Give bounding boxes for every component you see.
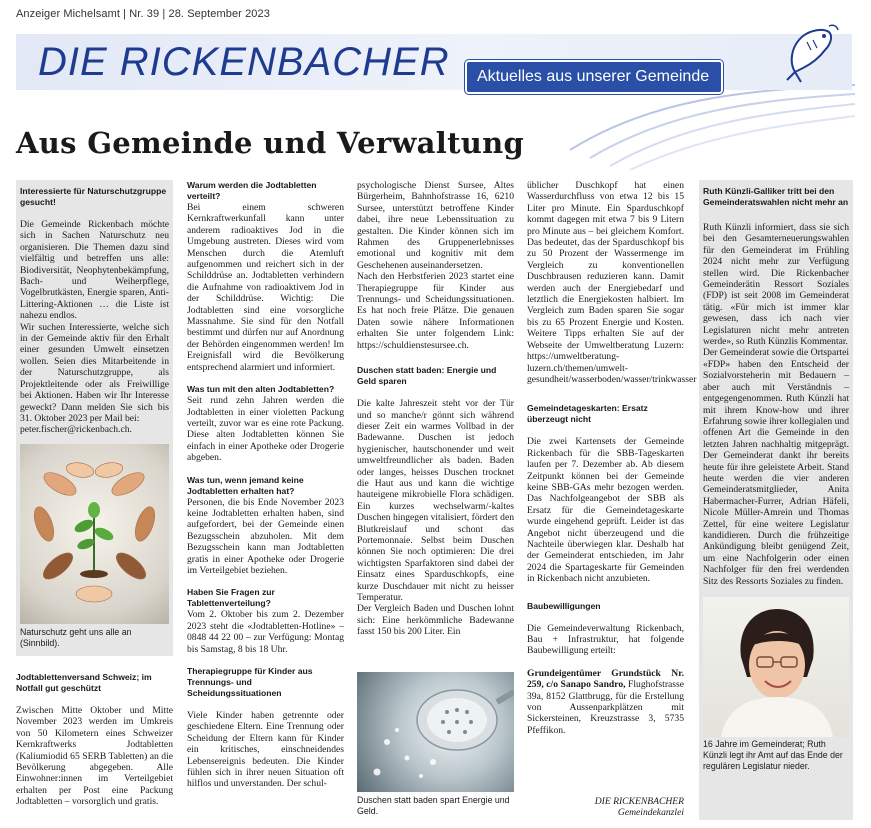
- box-text-2: Wir suchen Interessierte, welche sich in der Gemeinde aktiv für den Erhalt einer gesunden Umwelt einsetzen wollen. Seien dies Mitarbeitende in der Naturschutzgruppe, als Projektleitende oder als Freiwillige bei Aktionen. Haben wir Ihr Interesse geweckt? Dann melden Sie sich bis 31. Oktober 2023 per Mail bei:: [20, 321, 169, 424]
- column-4: [527, 180, 697, 736]
- column-3: [357, 180, 514, 638]
- portrait-photo: [703, 597, 849, 737]
- signature-org: DIE RICKENBACHER: [594, 796, 684, 807]
- tagline-badge: Aktuelles aus unserer Gemeinde: [465, 60, 723, 94]
- box-title: Interessierte für Naturschutzgruppe gesucht!: [20, 186, 167, 207]
- portrait-caption: 16 Jahre im Gemeinderat; Ruth Künzli legt ihr Amt auf das Ende der regulären Legislatur nieder.: [703, 739, 843, 771]
- photo-caption: Naturschutz geht uns alle an (Sinnbild).: [20, 626, 132, 648]
- permits-details: Flughofstrasse 39a, 8152 Glattbrugg, für die Erstellung von Aussenparkplätzen mit Sickersteinen, Kreuzstrasse 3, 5735 Pfeffikon.: [527, 679, 685, 736]
- shower-head-illustration: [357, 672, 514, 792]
- permits-owner: Grundeigentümer Grundstück Nr. 259, c/o Sanapo Sandro,: [527, 667, 684, 691]
- contact-email[interactable]: peter.fischer@rickenbach.ch.: [20, 424, 132, 436]
- answer-3: Personen, die bis Ende November 2023 keine Jodtabletten erhalten haben, sind aufgefordert, bei der Gemeinde einen Bezugsschein abzuholen. Mit dem Bezugsschein kann man Jodtabletten gratis in einer Apotheke oder Drogerie im Verteilgebiet beziehen.: [187, 496, 344, 576]
- shower-text-2: Der Vergleich Baden und Duschen lohnt sich: Eine herkömmliche Badewanne fasst 150 bis 200 Liter. Ein: [357, 603, 514, 638]
- kuenzli-text-1: Ruth Künzli informiert, dass sie sich bei den Gesamterneuerungswahlen für den Gemeinderat im Frühling 2024 nicht mehr zur Verfügung stellen wird. Die Rickenbacher Gemeinderätin Ressort Soziales (FDP) ist seit 2008 im Gemeinderat tätig. «Für mich ist immer klar gewesen, dass ich nach vier Legislaturen nicht mehr antreten werde», so Ruth Künzlis Kommentar.: [703, 222, 849, 348]
- column-2: [187, 180, 344, 790]
- permits-entry: [527, 668, 684, 736]
- masthead: [16, 34, 852, 90]
- box-text: Die Gemeinde Rickenbach möchte sich in Sachen Naturschutz neu organisieren. Die Themen dazu sind vielfältig und betreffen uns alle: Biodiversität, Neophytenbekämpfung, Bach- und Weiherpflege, Vogelbrutkästen, Energie sparen, Anti-Littering-Aktionen … die Liste ist nahezu endlos.: [20, 219, 169, 322]
- permits-title: Baubewilligungen: [527, 600, 601, 611]
- question-4: Haben Sie Fragen zur Tablettenverteilung?: [187, 587, 275, 609]
- portrait-illustration: [703, 597, 849, 737]
- naturschutz-box: [16, 180, 173, 656]
- therapy-text-cont: psychologische Dienst Sursee, Altes Bürgerheim, Bahnhofstrasse 16, 6210 Sursee, unterstützt betroffene Kinder dabei, ihre neue Lebenssituation zu gestalten. Die Kinder können sich im Rahmen des Gruppenerlebnisses emotional und kognitiv mit dem Geschehenen auseinandersetzen.: [357, 180, 514, 271]
- article-text: Zwischen Mitte Oktober und Mitte November 2023 werden im Umkreis von 50 Kilometern eines Schweizer Kernkraftwerks Jodtabletten (Kaliumiodid 65 SERB Tabletten) an die Bevölkerung abgegeben. Alle Einwohner:innen im Verteilgebiet erhalten per Post eine Packung Jodtabletten – vorsorglich und gratis.: [16, 705, 173, 808]
- question-2: Was tun mit den alten Jodtabletten?: [187, 384, 335, 395]
- jod-article: [16, 672, 173, 808]
- fish-icon: [781, 22, 843, 84]
- daycard-title: Gemeindetageskarten: Ersatz überzeugt nicht: [527, 403, 648, 425]
- page-headline: Aus Gemeinde und Verwaltung: [16, 126, 525, 160]
- shower-title: Duschen statt baden: Energie und Geld sparen: [357, 365, 497, 387]
- question-1: Warum werden die Jodtabletten verteilt?: [187, 180, 317, 201]
- answer-2: Seit rund zehn Jahren werden die Jodtabletten in einer violetten Packung verteilt, zuvor war es eine rote Packung. Diese alten Jodtabletten können Sie einfach in einer Apotheke oder Drogerie abgeben.: [187, 395, 344, 464]
- signature-office: Gemeindekanzlei: [617, 807, 684, 818]
- daycard-text: Die zwei Kartensets der Gemeinde Rickenbach für die SBB-Tageskarten laufen per 7. Dezember ab. Ab diesem Zeitpunkt können bei der Gemeinde keine SBB-GAs mehr bezogen werden. Das Nachfolgeangebot der SBB als Ersatz für die Gemeindetageskarte wurde eingehend geprüft. Leider ist das Angebot nicht überzeugend und die Nachteile überwiegen klar. Deshalb hat der Gemeinderat entschieden, im Jahr 2024 die Spartageskarte für Gemeinden in Rickenbach nicht anzubieten.: [527, 436, 684, 585]
- kuenzli-box: [699, 180, 853, 820]
- shower-text-cont: üblicher Duschkopf hat einen Wasserdurchfluss von etwa 12 bis 15 Liter pro Minute. Ein Sparduschkopf kommt dagegen mit etwa 7 bis 9 Litern pro Minute aus – bei gleichem Komfort. Das bedeutet, das der Sparduschkopf bis zu 50 Prozent der Wassermenge im Vergleich zu konventionellen Duschbrausen reduzieren kann. Damit werden auch der Energiebedarf und letztlich die Energiekosten halbiert. Im Vergleich zum Baden sparen Sie sogar bis zu 65 Prozent Energie und Kosten. Weitere Tipps erhalten Sie auf der Webseite der Umweltberatung Luzern: https://umweltberatung-luzern.ch/themen/umwelt-gesundheit/wasserboden/wasser/trinkwasser: [527, 180, 697, 385]
- hands-heart-illustration: [20, 444, 169, 624]
- issue-line: Anzeiger Michelsamt | Nr. 39 | 28. September 2023: [16, 8, 270, 20]
- therapy-text-link: Nach den Herbstferien 2023 startet eine Therapiegruppe für Kinder aus Trennungs- und Scheidungssituationen. Es hat noch freie Plätze. Die genauen Daten sowie nähere Informationen erhalten Sie unter folgendem Link: https://schuldienstesursee.ch.: [357, 271, 514, 351]
- hands-heart-photo: [20, 444, 169, 624]
- shower-text: Die kalte Jahreszeit steht vor der Tür und so manche/r gönnt sich während dieser Zeit ein warmes Vollbad in der Badewanne. Duschen ist jedoch hygienischer, hautschonender und weit umweltfreundlicher als baden. Baden oder langes, heisses Duschen trocknet die Haut aus und kann die wichtige hauteigene mikrobielle Flora schädigen. Ein kurzes wechselwarm/-kaltes Duschen hingegen vitalisiert, fördert den Blutkreislauf und schont das Portemonnaie. Selbst beim Duschen können Sie noch optimieren: Die drei wichtigsten Sparfaktoren sind dabei der Einsatz eines Sparduschkopfs, eine kurze Duschdauer mit nicht zu heisser Temperatur.: [357, 398, 514, 603]
- therapy-title: Therapiegruppe für Kinder aus Trennungs- und Scheidungssituationen: [187, 666, 313, 698]
- kuenzli-text-2: Der Gemeinderat sowie die Ortspartei «FDP» haben den Entscheid der Sozialvorsteherin mit Bedauern – aber auch mit Verständnis – entgegengenommen. Ruth Künzli hat mit ihrem Know-how und ihrer Erfahrung sowie ihrer kollegialen und offenen Art die Gemeinde in den letzten Jahren nachhaltig mitgeprägt. Der Gemeinderat dankt ihr bereits heute für ihre geleistete Arbeit. Stand heute werden die vier anderen Gemeinderatsmitglieder, Anita Habermacher-Furrer, Adrian Häfeli, Nicole Müller-Amrein und Thomas Zettel, für eine weitere Legislatur kandidieren. Durch die frühzeitige Ankündigung bleibt genügend Zeit, um eine Nachfolgerin oder einen Nachfolger für den frei werdenden Sitz des Ressorts Soziales zu finden.: [703, 347, 849, 587]
- question-3: Was tun, wenn jemand keine Jodtabletten erhalten hat?: [187, 474, 304, 496]
- kuenzli-title: Ruth Künzli-Galliker tritt bei den Gemeinderatswahlen nicht mehr an: [703, 186, 849, 207]
- answer-4: Vom 2. Oktober bis zum 2. Dezember 2023 steht die «Jodtabletten-Hotline» – 0848 44 22 00 – zur Verfügung: Montag bis Samstag, 8 bis 18 Uhr.: [187, 609, 344, 655]
- brand-title: DIE RICKENBACHER: [38, 40, 450, 84]
- therapy-text: Viele Kinder haben getrennte oder geschiedene Eltern. Eine Trennung oder Scheidung der Eltern kann für Kinder ein kritisches, einschneidendes Lebensereignis bedeuten. Die Kinder fühlen sich in ihrer neuen Situation oft hilflos und unverstanden. Der schul-: [187, 710, 344, 790]
- article-title: Jodtablettenversand Schweiz; im Notfall gut geschützt: [16, 672, 152, 693]
- shower-photo: [357, 672, 514, 792]
- permits-intro: Die Gemeindeverwaltung Rickenbach, Bau + Infrastruktur, hat folgende Baubewilligung erteilt:: [527, 622, 684, 657]
- shower-caption: Duschen statt baden spart Energie und Geld.: [357, 795, 510, 816]
- answer-1: Bei einem schweren Kernkraftwerkunfall kann unter anderem radioaktives Jod in die Umgebung austreten. Dieses wird vom Menschen durch die Atemluft aufgenommen und reichert sich in der Schilddrüse an. Jodtabletten verhindern die Aufnahme von radioaktivem Jod in der Schilddrüse. Wichtig: Die Jodtabletten sind eine vorsorgliche Massnahme. Sie sind für den Notfall bestimmt und dürfen nur auf Anordnung der Behörden eingenommen werden! Im Ereignisfall wird die Bevölkerung entsprechend alarmiert und informiert.: [187, 202, 344, 373]
